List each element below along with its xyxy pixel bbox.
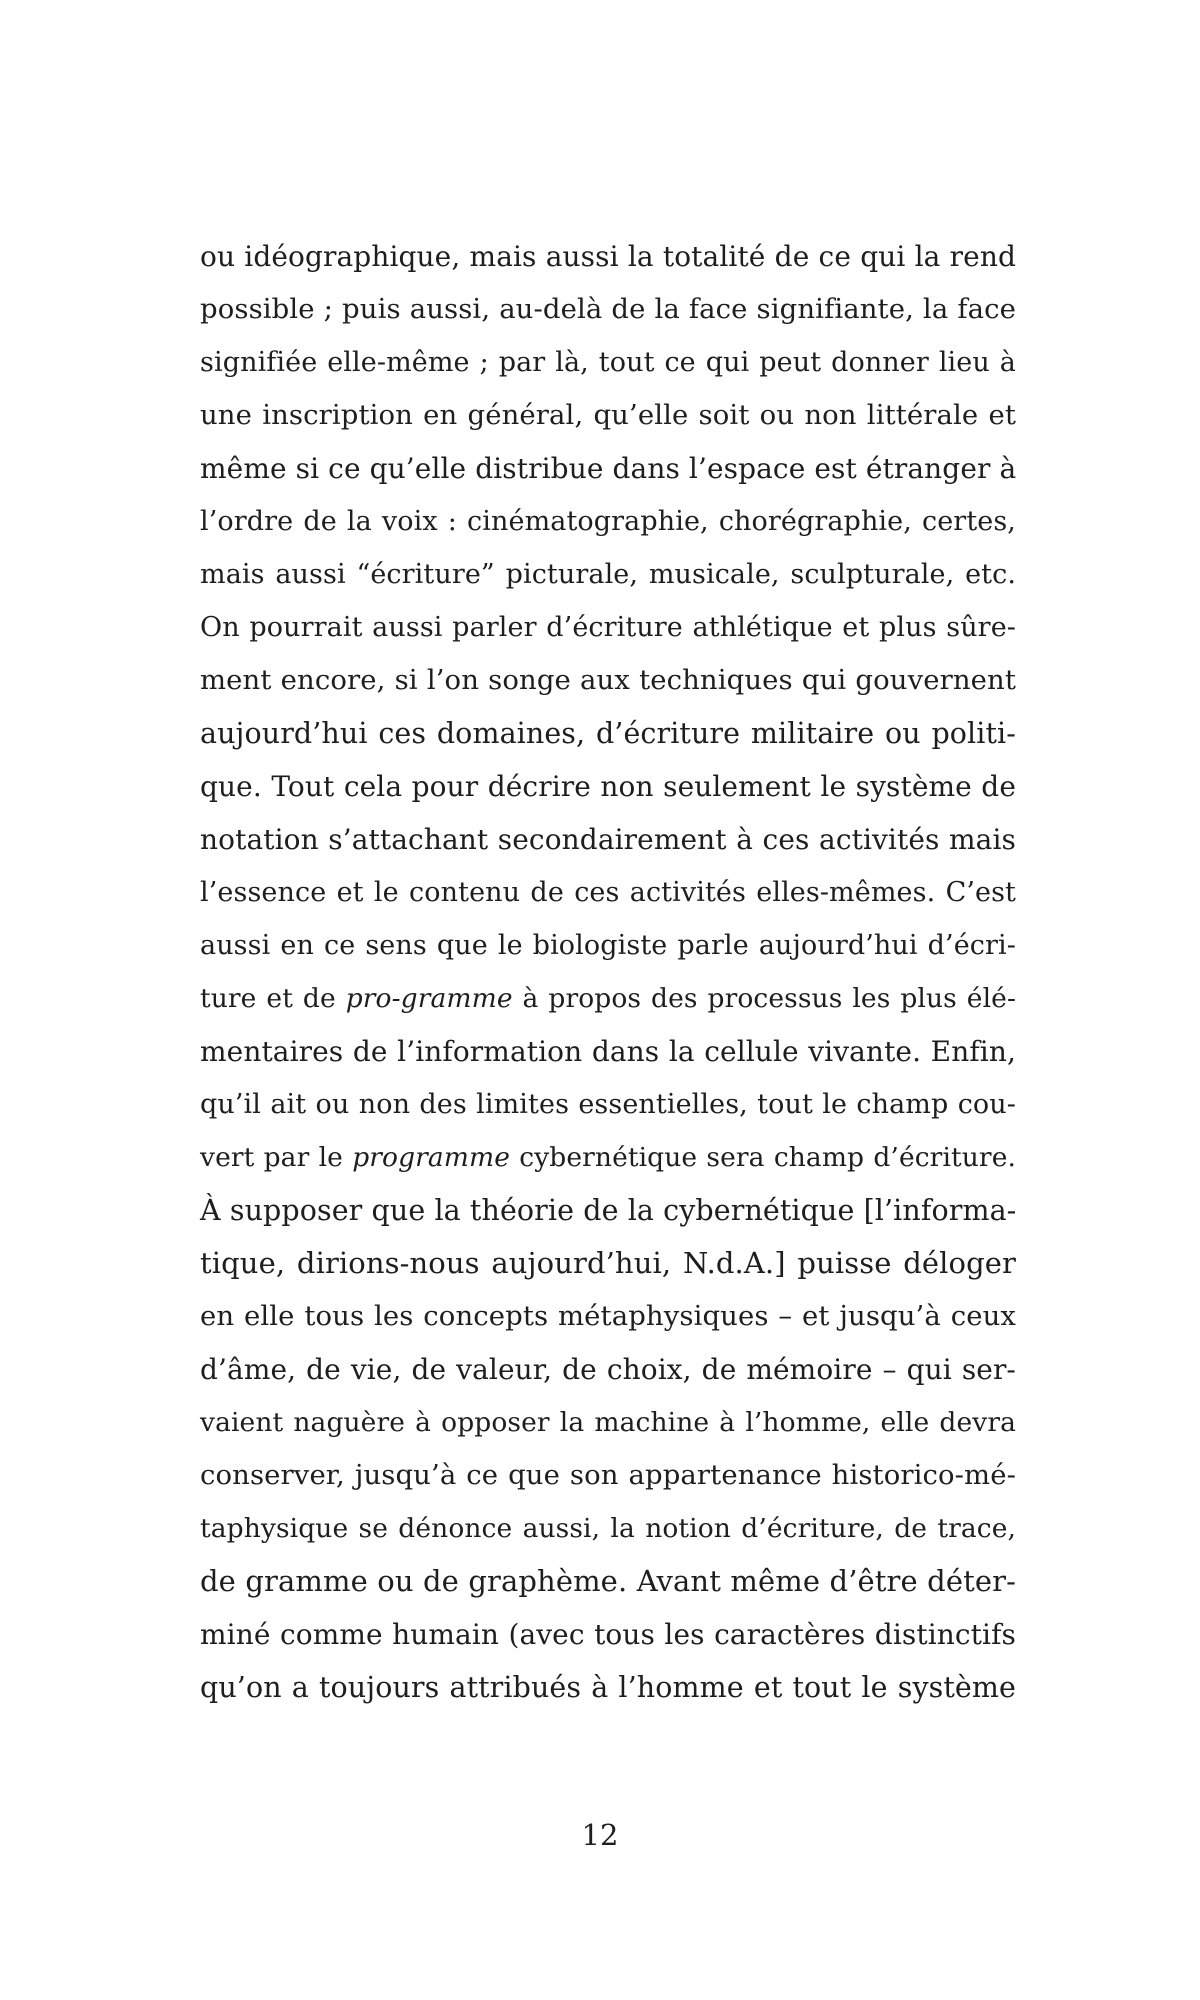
text-segment: vert par le	[200, 1142, 353, 1173]
text-segment: en elle tous les concepts métaphysiques – et jusqu’à ceux	[200, 1300, 1016, 1332]
page-number: 12	[581, 1818, 619, 1852]
text-line	[200, 1025, 1016, 1078]
text-segment: une inscription en général, qu’elle soit ou non littérale et	[200, 399, 1016, 431]
text-line	[200, 1078, 1016, 1131]
text-segment: à propos des processus les plus élé-	[512, 983, 1016, 1014]
text-line	[200, 1290, 1016, 1343]
body-text	[200, 230, 1016, 1714]
text-segment: notation s’attachant secondairement à ces activités mais	[200, 823, 1016, 856]
text-segment: On pourrait aussi parler d’écriture athlétique et plus sûre-	[200, 612, 1016, 643]
text-segment: signifiée elle-même ; par là, tout ce qui peut donner lieu à	[200, 347, 1016, 378]
text-line	[200, 548, 1016, 601]
text-line	[200, 654, 1016, 707]
text-line	[200, 389, 1016, 442]
text-segment: d’âme, de vie, de valeur, de choix, de mémoire – qui ser-	[200, 1353, 1016, 1386]
text-segment: que. Tout cela pour décrire non seulement le système de	[200, 770, 1016, 803]
text-line	[200, 601, 1016, 654]
text-segment: possible ; puis aussi, au-delà de la face signifiante, la face	[200, 293, 1016, 325]
text-line	[200, 813, 1016, 866]
text-segment: vaient naguère à opposer la machine à l’homme, elle devra	[200, 1407, 1016, 1438]
text-segment: mais aussi “écriture” picturale, musicale, sculpturale, etc.	[200, 559, 1016, 590]
text-segment: de gramme ou de graphème. Avant même d’être déter-	[200, 1564, 1016, 1598]
text-line	[200, 1343, 1016, 1396]
text-line	[200, 283, 1016, 336]
text-segment: taphysique se dénonce aussi, la notion d’écriture, de trace,	[200, 1513, 1016, 1544]
text-segment: qu’on a toujours attribués à l’homme et tout le système	[200, 1671, 1016, 1704]
text-line	[200, 1661, 1016, 1714]
text-line	[200, 1555, 1016, 1608]
text-line	[200, 495, 1016, 548]
text-segment: ment encore, si l’on songe aux techniques qui gouvernent	[200, 664, 1016, 696]
text-line	[200, 972, 1016, 1025]
text-segment: tique, dirions-nous aujourd’hui, N.d.A.] puisse déloger	[200, 1246, 1016, 1280]
text-line	[200, 1131, 1016, 1184]
text-segment: l’essence et le contenu de ces activités elles-mêmes. C’est	[200, 877, 1016, 908]
text-line	[200, 760, 1016, 813]
text-segment: À supposer que la théorie de la cybernétique [l’informa-	[200, 1194, 1017, 1227]
text-line	[200, 1449, 1016, 1502]
text-segment: mentaires de l’information dans la cellule vivante. Enfin,	[200, 1035, 1016, 1068]
text-segment: même si ce qu’elle distribue dans l’espace est étranger à	[200, 452, 1017, 485]
text-segment: qu’il ait ou non des limites essentielles, tout le champ cou-	[200, 1089, 1016, 1120]
text-segment: miné comme humain (avec tous les caractères distinctifs	[200, 1618, 1016, 1651]
text-line	[200, 1184, 1016, 1237]
text-line	[200, 1608, 1016, 1661]
text-segment: cybernétique sera champ d’écriture.	[510, 1142, 1017, 1173]
text-line	[200, 230, 1016, 283]
italic-text-segment: pro-gramme	[345, 983, 513, 1014]
text-line	[200, 707, 1016, 760]
text-segment: aujourd’hui ces domaines, d’écriture militaire ou politi-	[200, 717, 1016, 750]
text-segment: ture et de	[200, 983, 346, 1014]
text-line	[200, 442, 1016, 495]
text-segment: aussi en ce sens que le biologiste parle aujourd’hui d’écri-	[200, 930, 1016, 961]
text-segment: ou idéographique, mais aussi la totalité de ce qui la rend	[200, 240, 1016, 273]
text-segment: conserver, jusqu’à ce que son appartenance historico-mé-	[200, 1459, 1016, 1491]
text-line	[200, 336, 1016, 389]
text-line	[200, 866, 1016, 919]
italic-text-segment: programme	[352, 1142, 511, 1173]
text-line	[200, 1502, 1016, 1555]
text-segment: l’ordre de la voix : cinématographie, chorégraphie, certes,	[200, 506, 1016, 537]
text-line	[200, 919, 1016, 972]
text-line	[200, 1396, 1016, 1449]
text-line	[200, 1237, 1016, 1290]
